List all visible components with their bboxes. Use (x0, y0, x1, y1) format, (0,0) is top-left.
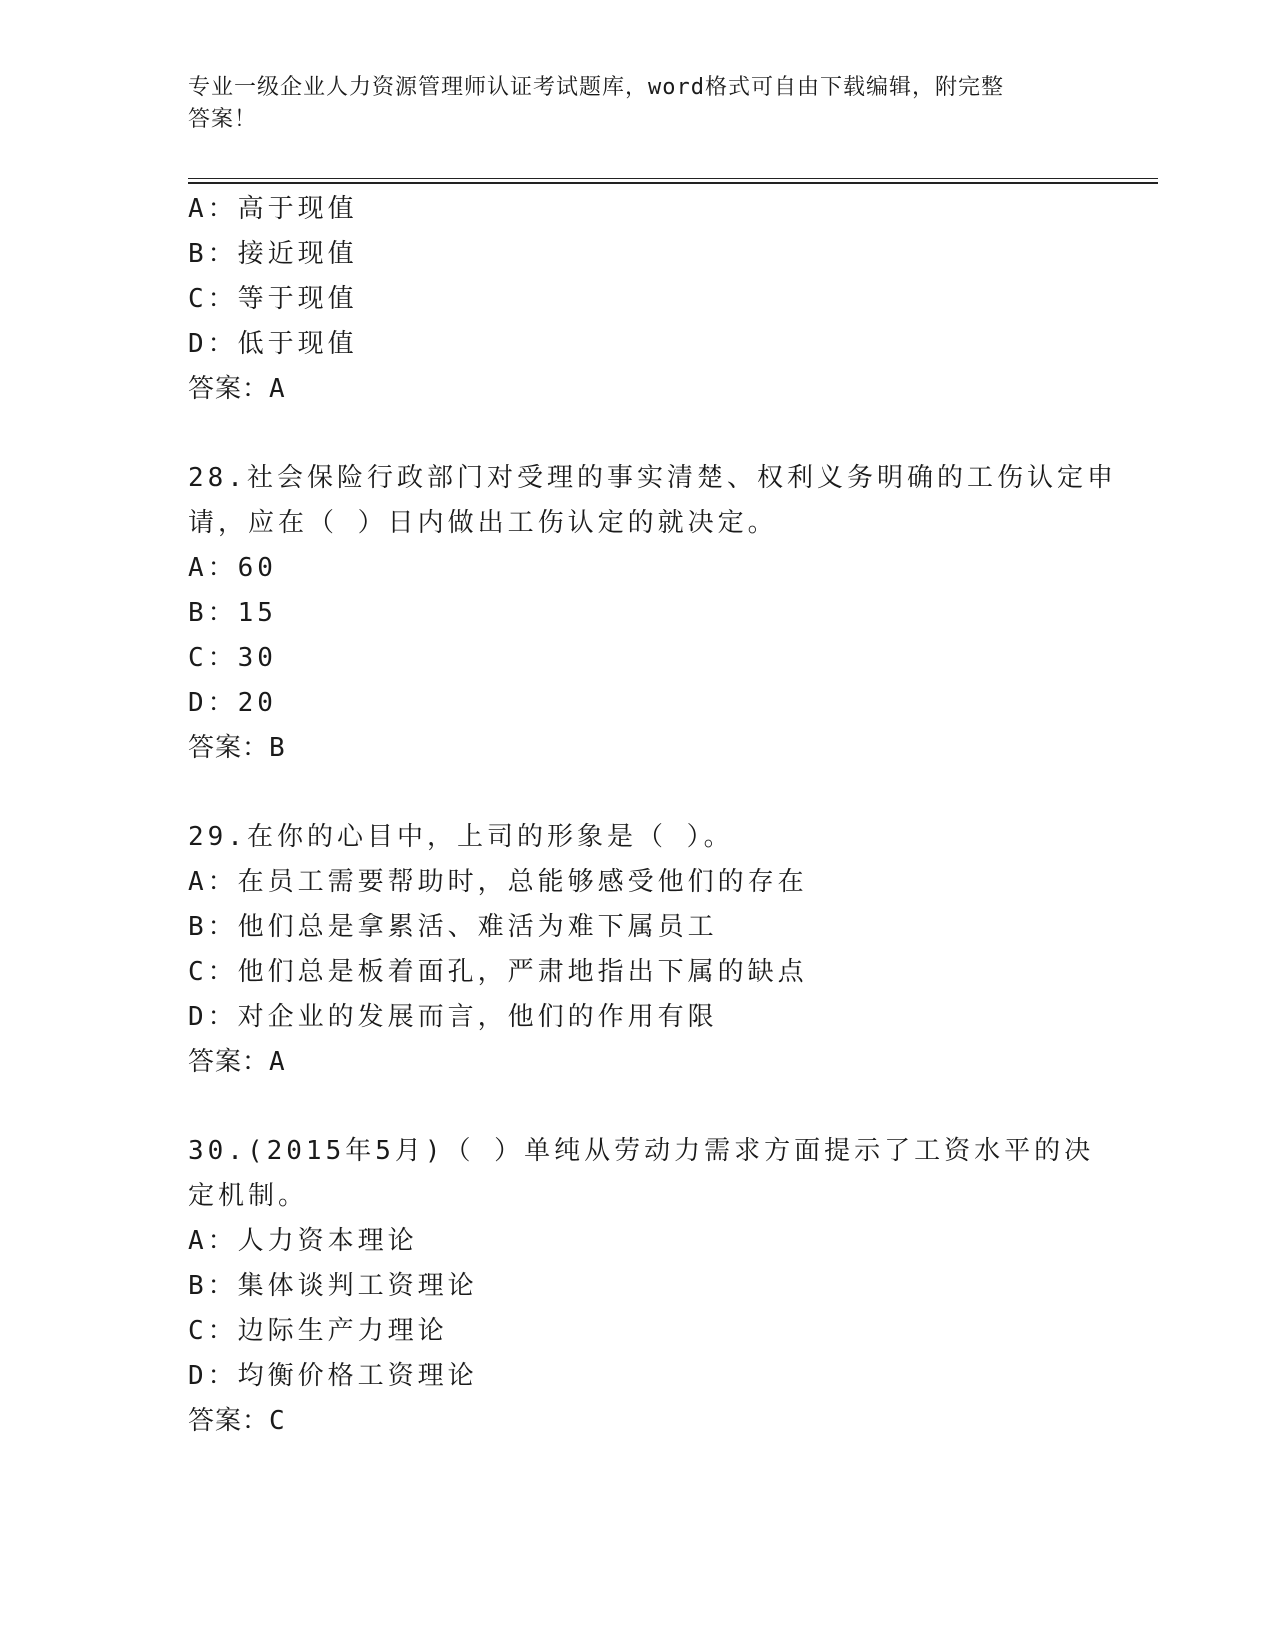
q30-answer: 答案：C (188, 1406, 286, 1436)
q27-option-d: D：低于现值 (188, 329, 358, 359)
q28-option-b: B：15 (188, 598, 277, 628)
q30-option-c: C：边际生产力理论 (188, 1316, 448, 1346)
header-divider (188, 178, 1158, 184)
header-line-2: 答案！ (188, 107, 258, 132)
q29-stem-line-1: 29.在你的心目中，上司的形象是（ ）。 (188, 822, 734, 852)
q27-answer: 答案：A (188, 374, 286, 404)
q30-stem-line-2: 定机制。 (188, 1181, 309, 1211)
page-header (188, 72, 1068, 136)
header-line-1: 专业一级企业人力资源管理师认证考试题库，word格式可自由下载编辑，附完整 (188, 75, 1004, 100)
q30-option-a: A：人力资本理论 (188, 1226, 418, 1256)
q30-option-b: B：集体谈判工资理论 (188, 1271, 478, 1301)
q28-answer: 答案：B (188, 733, 286, 763)
q29-option-c: C：他们总是板着面孔，严肃地指出下属的缺点 (188, 957, 808, 987)
q28-option-a: A：60 (188, 553, 277, 583)
q30-option-d: D：均衡价格工资理论 (188, 1361, 478, 1391)
q27-option-c: C：等于现值 (188, 284, 358, 314)
q28-stem-line-1: 28.社会保险行政部门对受理的事实清楚、权利义务明确的工伤认定申 (188, 463, 1117, 493)
q28-stem-line-2: 请，应在（ ）日内做出工伤认定的就决定。 (188, 508, 778, 538)
q28-option-c: C：30 (188, 643, 277, 673)
q30-stem-line-1: 30.(2015年5月)（ ）单纯从劳动力需求方面提示了工资水平的决 (188, 1136, 1095, 1166)
q27-option-a: A：高于现值 (188, 194, 358, 224)
q28-option-d: D：20 (188, 688, 277, 718)
q29-option-b: B：他们总是拿累活、难活为难下属员工 (188, 912, 718, 942)
q29-option-a: A：在员工需要帮助时，总能够感受他们的存在 (188, 867, 808, 897)
q29-option-d: D：对企业的发展而言，他们的作用有限 (188, 1002, 718, 1032)
q29-answer: 答案：A (188, 1047, 286, 1077)
q27-option-b: B：接近现值 (188, 239, 358, 269)
